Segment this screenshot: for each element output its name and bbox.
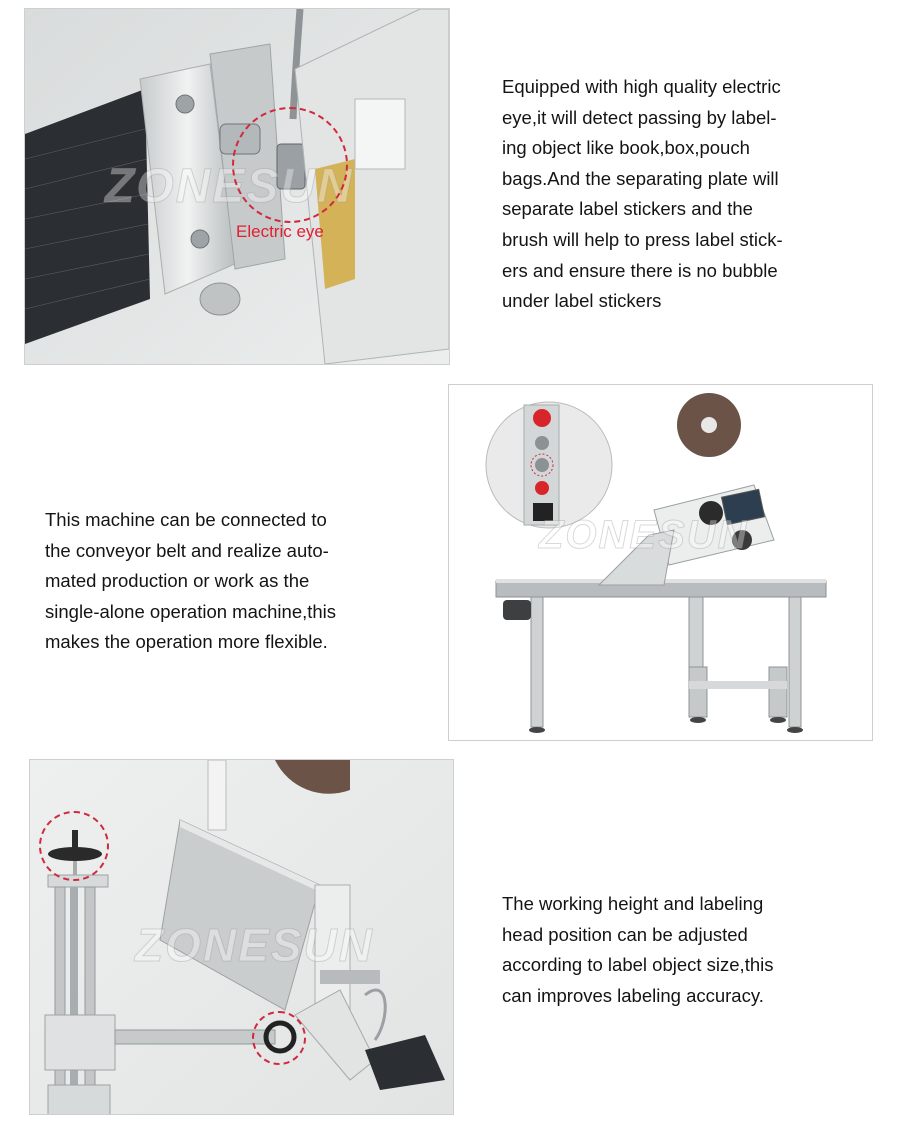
conveyor-machine-illustration: [449, 385, 872, 740]
description-line: makes the operation more flexible.: [45, 631, 328, 653]
description-line: under label stickers: [502, 290, 662, 312]
electric-eye-description: [502, 72, 832, 317]
description-line: bags.And the separating plate will: [502, 167, 779, 189]
conveyor-description: [45, 505, 385, 658]
handwheel-highlight-ring: [39, 811, 109, 881]
description-line: brush will help to press label stick-: [502, 228, 783, 250]
description-line: single-alone operation machine,this: [45, 600, 337, 622]
watermark: ZONESUN: [105, 160, 354, 213]
watermark: ZONESUN: [135, 919, 374, 971]
conveyor-machine-photo: [448, 384, 873, 741]
head-knob-highlight-ring: [252, 1011, 306, 1065]
electric-eye-highlight-ring: [232, 107, 348, 223]
description-line: separate label stickers and the: [502, 198, 753, 220]
description-line: can improves labeling accuracy.: [502, 984, 764, 1006]
description-line: eye,it will detect passing by label-: [502, 106, 777, 128]
watermark: ZONESUN: [539, 513, 749, 557]
description-line: the conveyor belt and realize auto-: [45, 539, 329, 561]
electric-eye-callout: Electric eye: [236, 222, 324, 241]
electric-eye-photo: [24, 8, 450, 365]
description-line: mated production or work as the: [45, 570, 310, 592]
height-adjust-photo: [29, 759, 454, 1115]
description-line: ing object like book,box,pouch: [502, 137, 750, 159]
description-line: Equipped with high quality electric: [502, 76, 781, 97]
height-adjust-description: [502, 889, 832, 1011]
description-line: ers and ensure there is no bubble: [502, 259, 778, 281]
description-line: according to label object size,this: [502, 954, 774, 976]
description-line: This machine can be connected to: [45, 509, 327, 530]
description-line: head position can be adjusted: [502, 923, 748, 945]
description-line: The working height and labeling: [502, 893, 764, 914]
